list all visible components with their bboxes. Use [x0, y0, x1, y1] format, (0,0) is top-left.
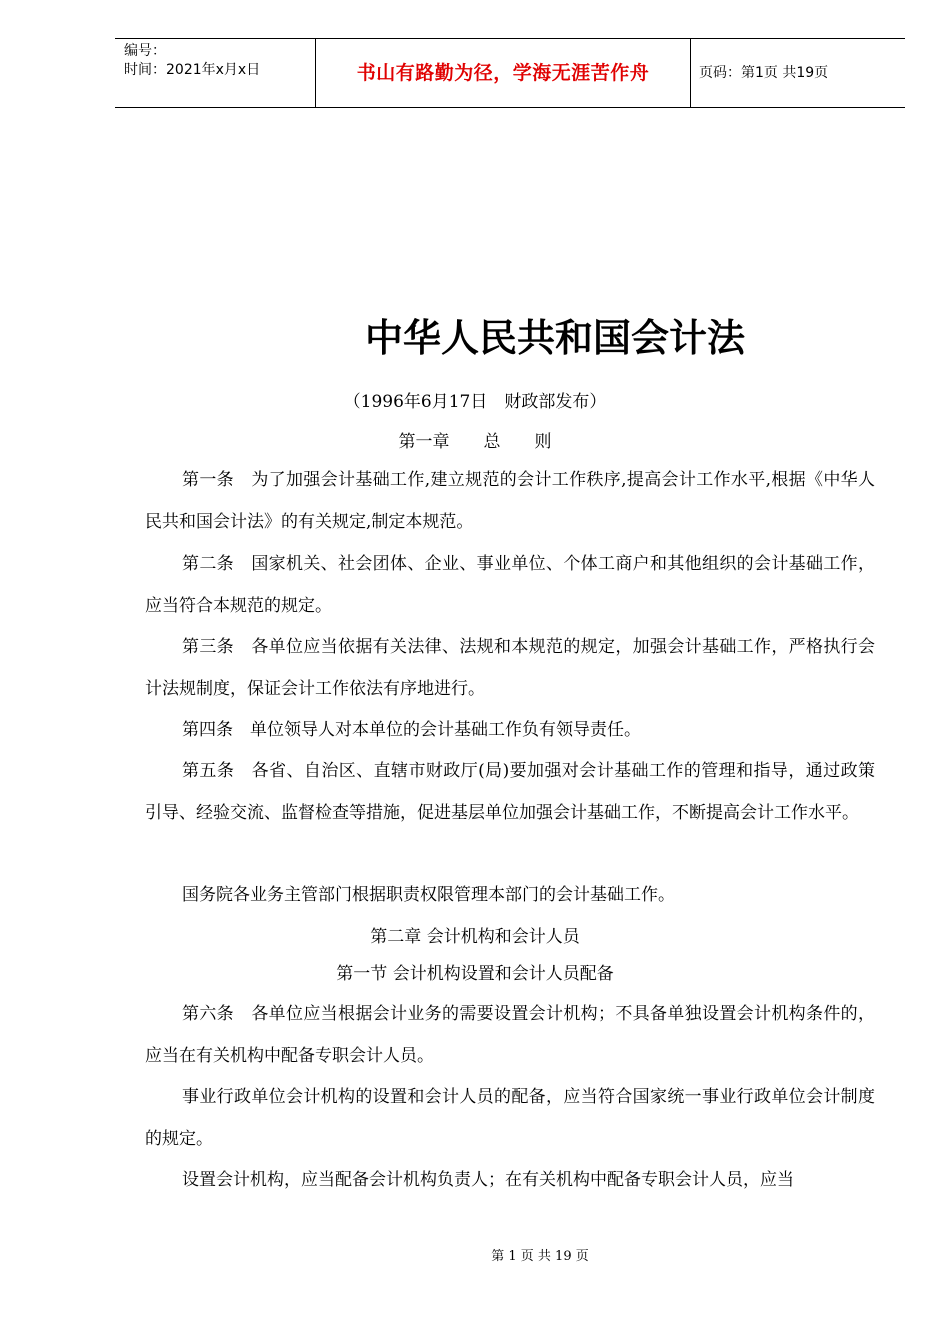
document-time-label: 时间：2021年x月x日: [124, 62, 261, 78]
document-number-label: 编号：: [124, 43, 166, 59]
chapter-heading-1: 第一章 总 则: [398, 432, 552, 452]
paragraph-ministry: 国务院各业务主管部门根据职责权限管理本部门的会计基础工作。: [182, 885, 675, 905]
page-header: [115, 38, 905, 108]
article-3: 第三条 各单位应当依据有关法律、法规和本规范的规定，加强会计基础工作，严格执行会计法规制度，保证会计工作依法有序地进行。: [145, 637, 875, 699]
section-heading-1: 第一节 会计机构设置和会计人员配备: [336, 964, 614, 984]
chapter-heading-2: 第二章 会计机构和会计人员: [370, 927, 580, 947]
page-footer: 第 1 页 共 19 页: [491, 1249, 589, 1264]
document-subtitle: （1996年6月17日 财政部发布）: [343, 392, 607, 412]
article-5: 第五条 各省、自治区、直辖市财政厅(局)要加强对会计基础工作的管理和指导，通过政策引导、经验交流、监督检查等措施，促进基层单位加强会计基础工作，不断提高会计工作水平。: [145, 761, 875, 823]
article-6: 第六条 各单位应当根据会计业务的需要设置会计机构；不具备单独设置会计机构条件的，应当在有关机构中配备专职会计人员。: [145, 1004, 875, 1066]
header-motto: 书山有路勤为径，学海无涯苦作舟: [315, 39, 691, 107]
paragraph-admin-units: 事业行政单位会计机构的设置和会计人员的配备，应当符合国家统一事业行政单位会计制度的规定。: [145, 1087, 875, 1149]
header-page-number: 页码：第1页 共19页: [699, 65, 829, 81]
article-2: 第二条 国家机关、社会团体、企业、事业单位、个体工商户和其他组织的会计基础工作，应当符合本规范的规定。: [145, 554, 875, 616]
article-4: 第四条 单位领导人对本单位的会计基础工作负有领导责任。: [182, 720, 641, 740]
article-1: 第一条 为了加强会计基础工作,建立规范的会计工作秩序,提高会计工作水平,根据《中华人民共和国会计法》的有关规定,制定本规范。: [145, 470, 875, 532]
document-title: 中华人民共和国会计法: [364, 316, 745, 360]
paragraph-accounting-head: 设置会计机构，应当配备会计机构负责人；在有关机构中配备专职会计人员，应当: [182, 1170, 794, 1190]
header-meta: [115, 39, 315, 107]
